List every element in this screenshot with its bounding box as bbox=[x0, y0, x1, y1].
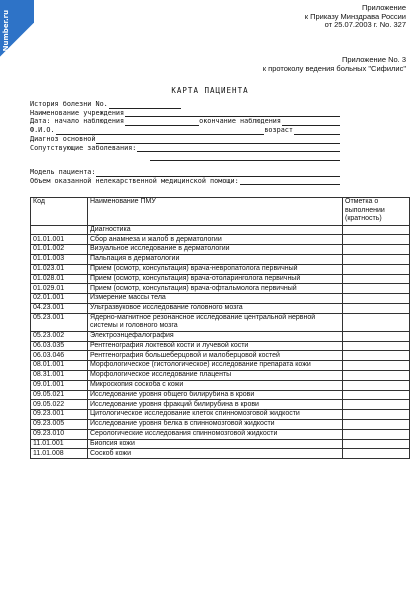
header-appendix-protocol bbox=[263, 56, 406, 73]
cell-code bbox=[31, 225, 88, 235]
cell-code: 09.01.001 bbox=[31, 380, 88, 390]
cell-code: 09.23.005 bbox=[31, 419, 88, 429]
cell-name: Биопсия кожи bbox=[88, 439, 343, 449]
table-body bbox=[31, 225, 410, 459]
cell-code: 02.01.001 bbox=[31, 294, 88, 304]
cell-mark[interactable] bbox=[343, 274, 410, 284]
cell-name: Рентгенография локтевой кости и лучевой кости bbox=[88, 341, 343, 351]
pmu-table bbox=[30, 197, 410, 459]
table-row bbox=[31, 351, 410, 361]
header-line: от 25.07.2003 г. No. 327 bbox=[324, 20, 406, 30]
main-dx-line[interactable] bbox=[96, 136, 340, 144]
watermark-text: NoNumber.ru bbox=[2, 9, 10, 62]
main-dx-label: Диагноз основной bbox=[30, 134, 96, 143]
cell-name: Измерение массы тела bbox=[88, 294, 343, 304]
table-row bbox=[31, 254, 410, 264]
header-mark: Отметка о выполнении (кратность) bbox=[343, 198, 410, 226]
fio-line[interactable] bbox=[56, 127, 265, 135]
table-row bbox=[31, 294, 410, 304]
comorbid-line[interactable] bbox=[137, 145, 340, 153]
table-row bbox=[31, 264, 410, 274]
table-row bbox=[31, 410, 410, 420]
cell-name: Цитологическое исследование клеток спинномозговой жидкости bbox=[88, 410, 343, 420]
main-dx-field bbox=[30, 135, 340, 144]
institution-field bbox=[30, 109, 340, 118]
cell-name: Морфологическое исследование плаценты bbox=[88, 370, 343, 380]
end-label: окончание наблюдения bbox=[199, 117, 281, 126]
cell-mark[interactable] bbox=[343, 370, 410, 380]
age-label: возраст bbox=[264, 126, 293, 135]
start-label: Дата: начало наблюдения bbox=[30, 117, 125, 126]
cell-mark[interactable] bbox=[343, 410, 410, 420]
cell-mark[interactable] bbox=[343, 254, 410, 264]
cell-mark[interactable] bbox=[343, 380, 410, 390]
table-row bbox=[31, 400, 410, 410]
cell-mark[interactable] bbox=[343, 390, 410, 400]
table-row bbox=[31, 429, 410, 439]
cell-name: Микроскопия соскоба с кожи bbox=[88, 380, 343, 390]
header-line: Приложение No. 3 bbox=[342, 55, 406, 64]
table-row bbox=[31, 274, 410, 284]
cell-mark[interactable] bbox=[343, 225, 410, 235]
cell-code: 01.029.01 bbox=[31, 284, 88, 294]
cell-name: Электроэнцефалография bbox=[88, 331, 343, 341]
cell-mark[interactable] bbox=[343, 361, 410, 371]
table-row bbox=[31, 390, 410, 400]
table-row bbox=[31, 225, 410, 235]
cell-code: 11.01.001 bbox=[31, 439, 88, 449]
cell-name: Ультразвуковое исследование головного мозга bbox=[88, 303, 343, 313]
cell-name: Диагностика bbox=[88, 225, 343, 235]
comorbid-label: Сопутствующие заболевания: bbox=[30, 143, 137, 152]
history-line[interactable] bbox=[109, 101, 181, 109]
cell-code: 01.023.01 bbox=[31, 264, 88, 274]
cell-code: 05.23.001 bbox=[31, 313, 88, 331]
cell-name: Рентгенография большеберцовой и малоберцовой костей bbox=[88, 351, 343, 361]
cell-code: 09.23.010 bbox=[31, 429, 88, 439]
cell-name: Визуальное исследование в дерматологии bbox=[88, 245, 343, 255]
cell-code: 04.23.001 bbox=[31, 303, 88, 313]
cell-code: 11.01.008 bbox=[31, 449, 88, 459]
patient-fields bbox=[30, 100, 340, 185]
page-title: КАРТА ПАЦИЕНТА bbox=[171, 86, 249, 95]
header-appendix-order bbox=[305, 4, 406, 30]
cell-mark[interactable] bbox=[343, 341, 410, 351]
cell-code: 09.05.021 bbox=[31, 390, 88, 400]
cell-code: 08.01.001 bbox=[31, 361, 88, 371]
cell-name: Исследование уровня фракций билирубина в крови bbox=[88, 400, 343, 410]
start-date-line[interactable] bbox=[125, 119, 199, 127]
table-row bbox=[31, 313, 410, 331]
comorbid-extra-line[interactable] bbox=[150, 152, 340, 161]
header-line: к Приказу Минздрава России bbox=[304, 11, 406, 21]
cell-name: Прием (осмотр, консультация) врача-офтальмолога первичный bbox=[88, 284, 343, 294]
institution-line[interactable] bbox=[125, 110, 340, 118]
cell-mark[interactable] bbox=[343, 400, 410, 410]
cell-mark[interactable] bbox=[343, 351, 410, 361]
header-code: Код bbox=[31, 198, 88, 226]
history-label: История болезни No. bbox=[30, 100, 108, 108]
cell-code: 06.03.046 bbox=[31, 351, 88, 361]
fio-field bbox=[30, 126, 340, 135]
cell-mark[interactable] bbox=[343, 245, 410, 255]
cell-code: 09.23.001 bbox=[31, 410, 88, 420]
cell-code: 06.03.035 bbox=[31, 341, 88, 351]
header-line: Приложение bbox=[362, 3, 406, 12]
cell-mark[interactable] bbox=[343, 449, 410, 459]
volume-field bbox=[30, 177, 340, 186]
comorbid-field bbox=[30, 144, 340, 153]
institution-label: Наименование учреждения bbox=[30, 108, 125, 117]
cell-name: Серологические исследования спинномозговой жидкости bbox=[88, 429, 343, 439]
table-row bbox=[31, 449, 410, 459]
cell-code: 01.01.003 bbox=[31, 254, 88, 264]
table-row bbox=[31, 284, 410, 294]
cell-mark[interactable] bbox=[343, 303, 410, 313]
cell-code: 09.05.022 bbox=[31, 400, 88, 410]
cell-code: 05.23.002 bbox=[31, 331, 88, 341]
cell-mark[interactable] bbox=[343, 264, 410, 274]
table-row bbox=[31, 361, 410, 371]
end-date-line[interactable] bbox=[282, 119, 340, 127]
cell-code: 01.01.001 bbox=[31, 235, 88, 245]
table-row bbox=[31, 370, 410, 380]
table-header-row bbox=[31, 198, 410, 226]
cell-name: Исследование уровня белка в спинномозговой жидкости bbox=[88, 419, 343, 429]
model-field bbox=[30, 168, 340, 177]
cell-name: Исследование уровня общего билирубина в крови bbox=[88, 390, 343, 400]
cell-code: 01.01.002 bbox=[31, 245, 88, 255]
table-row bbox=[31, 235, 410, 245]
cell-mark[interactable] bbox=[343, 235, 410, 245]
table-row bbox=[31, 303, 410, 313]
model-label: Модель пациента: bbox=[30, 168, 96, 177]
cell-name: Прием (осмотр, консультация) врача-отоларинголога первичный bbox=[88, 274, 343, 284]
cell-mark[interactable] bbox=[343, 439, 410, 449]
table-row bbox=[31, 439, 410, 449]
table-row bbox=[31, 380, 410, 390]
cell-name: Сбор анамнеза и жалоб в дерматологии bbox=[88, 235, 343, 245]
table-row bbox=[31, 419, 410, 429]
dates-field bbox=[30, 117, 340, 126]
volume-label: Объем оказанной нелекарственной медицинской помощи: bbox=[30, 176, 239, 185]
cell-name: Морфологическое (гистологическое) исследование препарата кожи bbox=[88, 361, 343, 371]
cell-mark[interactable] bbox=[343, 294, 410, 304]
table-row bbox=[31, 341, 410, 351]
table-row bbox=[31, 331, 410, 341]
history-field bbox=[30, 100, 340, 109]
cell-mark[interactable] bbox=[343, 313, 410, 331]
volume-line[interactable] bbox=[240, 178, 340, 186]
cell-name: Пальпация в дерматологии bbox=[88, 254, 343, 264]
cell-mark[interactable] bbox=[343, 331, 410, 341]
header-line: к протоколу ведения больных "Сифилис" bbox=[262, 63, 406, 73]
cell-name: Соскоб кожи bbox=[88, 449, 343, 459]
watermark-logo bbox=[0, 0, 34, 80]
cell-mark[interactable] bbox=[343, 419, 410, 429]
age-line[interactable] bbox=[294, 127, 340, 135]
cell-code: 01.028.01 bbox=[31, 274, 88, 284]
table-row bbox=[31, 245, 410, 255]
cell-mark[interactable] bbox=[343, 284, 410, 294]
fio-label: Ф.И.О. bbox=[30, 126, 55, 135]
model-line[interactable] bbox=[96, 169, 340, 177]
header-name: Наименование ПМУ bbox=[88, 198, 343, 226]
cell-mark[interactable] bbox=[343, 429, 410, 439]
cell-name: Прием (осмотр, консультация) врача-невропатолога первичный bbox=[88, 264, 343, 274]
cell-code: 08.31.001 bbox=[31, 370, 88, 380]
cell-name: Ядерно-магнитное резонансное исследование центральной нервной системы и головного мозга bbox=[88, 313, 343, 331]
